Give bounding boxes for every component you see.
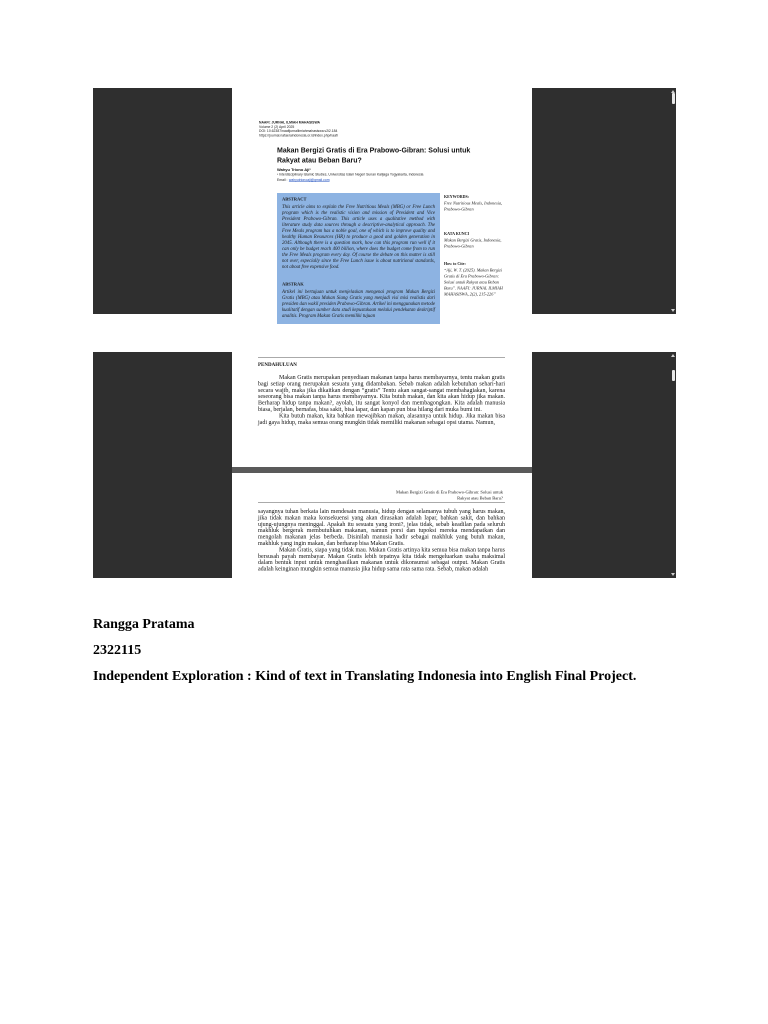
scroll-up-arrow-icon (671, 354, 675, 357)
running-header (396, 489, 503, 501)
running-header-line: Makan Bergizi Gratis di Era Prabowo-Gibran: Solusi untuk (395, 489, 503, 495)
cite-heading: How to Cite: (444, 261, 466, 266)
author-email (277, 179, 330, 183)
article-title-line: Makan Bergizi Gratis di Era Prabowo-Gibran: Solusi untuk (277, 146, 471, 154)
journal-doi: DOI: 10.62387/naafijurnalilmiahmahasiswa.v2i2.184 (259, 129, 338, 134)
email-address: wahyutrionoaji@gmail.com (288, 178, 330, 182)
abstract-text: This article aims to explain the Free Nutritious Meals (MBG) or Free Lunch program which is the realistic vision and mission of President and Vice President Prabowo-Gibran. This article uses a qualitative method with literature study data sources through a descriptive-analytical approach. The Free Meals program has a noble goal, one of which is to improve quality and healthy Human Resources (HR) to produce a good and golden generation in 2045. Although there is a question mark, how can this program run well if it can only be budget reach 400 billion, where does the budget come from to run the Free Meals program every day. Of course the debate on this matter is still not over, especially since the Free Lunch issue is about nutritional standards, not about free expensive food. (282, 204, 435, 270)
abstract-box (277, 193, 440, 324)
cite-text: “Aji, W. T. (2025). Makan Bergizi Gratis di Era Prabowo-Gibran: Solusi untuk Rakyat atau Beban Baru”. NAAFI: JURNAL ILMIAH MAHASISWA, 2(2), 215-226” (444, 267, 503, 297)
scroll-down-arrow-icon (671, 573, 675, 576)
keywords-text: Free Nutritious Meals, Indonesia, Prabowo-Gibran (444, 200, 503, 212)
article-title (277, 145, 470, 165)
running-header-line: Rakyat atau Beban Baru? (457, 495, 503, 501)
paragraph: Makan Gratis, siapa yang tidak mau. Makan Gratis artinya kita semua bisa makan tanpa harus bersusah payah membayar. Makan Gratis lebih tepatnya kita tidak mengeluarkan usaha maksimal dalam bentuk input untuk menghasilkan makanan untuk dikonsumsi sebagai output. Makan Gratis adalah keinginan mungkin semua manusia jika hidup sama rata sama rata. Sebab, makan adalah (258, 545, 505, 573)
paragraph: Makan Gratis merupakan penyediaan makanan tanpa harus membayarnya, tentu makan gratis bagi setiap orang merupakan sesuatu yang didambakan. Sebab makan adalah kebutuhan sehari-hari secara wajib, maka jika dikaitkan dengan “gratis” Tentu akan sangat-sangat membahagiakan, karena seseorang bisa makan tanpa harus membayarnya. Kita butuh makan, dan kita akan hidup jika makan. Berharap hidup tanpa makan?, ayolah, itu sangat konyol dan membagongkan. Kita adalah manusia biasa, berjalan, bernafas, bisa sakit, bisa lapar, dan kapan pun bisa hilang dari muka bumi ini. (258, 373, 505, 413)
student-id: 2322115 (93, 643, 142, 658)
pdf-pages-introduction (232, 352, 532, 578)
journal-url: https://journal.nafaeraindonesia.or.id/index.php/naafi (259, 133, 338, 138)
journal-volume: Volume 2 (2) April 2025 (259, 125, 295, 129)
intro-text (258, 374, 505, 425)
author-name: Rangga Pratama (93, 617, 195, 632)
section-rule (258, 357, 505, 358)
abstrak-text: Artikel ini bertujuan untuk menjelaskan mengenai program Makan Bergizi Gratis (MBG) atau Makan Siang Gratis yang menjadi visi misi realistis dari presiden dan wakil presiden Prabowo-Gibran. Artikel ini menggunakan metode kualitatif dengan sumber data studi kepustakaan melalui pendekatan deskriptif analitis. Program Makan Gratis memiliki tujuan (282, 289, 435, 319)
journal-header (259, 121, 338, 138)
email-label: Email : (277, 178, 288, 182)
paragraph: Kita butuh makan, kita bahkan mewajibkan makan, alasannya untuk hidup. Jika makan bisa jadi gaya hidup, maka semua orang mungkin tidak memiliki makanan sebagai opsi utama. Namun, (258, 411, 505, 426)
pdf-page-upper (232, 352, 532, 467)
journal-name: NAAFI: JURNAL ILMIAH MAHASISWA (259, 121, 320, 125)
author-affiliation: ¹ Interdisciplinary Islamic Studies, Universitas Islam Negeri Sunan Kalijaga Yogyakarta, Indonesia (277, 173, 424, 177)
header-rule (258, 503, 505, 504)
scroll-thumb (672, 370, 675, 381)
scroll-down-arrow-icon (671, 309, 675, 312)
paragraph: sayangnya tuhan berkata lain mendesain manusia, hidup dengan selamanya tubuh yang harus makan, jika tidak makan maka konsekuensi yang akan dirasakan adalah lapar, bahkan sakit, dan bahkan ujung-ujungnya meninggal. Apakah itu sesuatu yang ironi?, jelas tidak, sebab keadilan pada seluruh makhluk bergerak membutuhkan makanan, namun porsi dan tupoksi mereka mendapatkan dan mengolah makanan jelas berbeda. Disinilah manusia hadir sebagai makhluk yang butuh makan, makhluk yang ingin makan, dan berharap bisa Makan Gratis. (258, 507, 505, 547)
article-sidebar (444, 194, 506, 297)
viewer-scrollbar (670, 88, 676, 314)
abstrak-heading: ABSTRAK (282, 281, 304, 287)
pdf-screenshot-article-front (93, 88, 676, 319)
scroll-thumb (672, 93, 675, 104)
pdf-page-lower (232, 473, 532, 578)
kata-kunci-text: Makan Bergizi Gratis, Indonesia, Prabowo-Gibran (444, 237, 502, 249)
pdf-page-front (232, 88, 532, 319)
assignment-title: Independent Exploration : Kind of text in Translating Indonesia into English Final Project. (93, 669, 637, 684)
article-title-line: Rakyat atau Beban Baru? (277, 156, 362, 164)
keywords-heading: KEYWORDS: (444, 194, 470, 199)
pdf-screenshot-introduction (93, 352, 676, 578)
pdf-page-view (232, 352, 532, 578)
article-author: Wahyu Triono Aji¹ (277, 167, 311, 172)
pdf-page-view (232, 88, 532, 319)
viewer-scrollbar (670, 352, 676, 578)
kata-kunci-heading: KATA KUNCI (444, 231, 470, 236)
section-heading: PENDAHULUAN (258, 362, 297, 368)
abstract-heading: ABSTRACT (282, 196, 307, 202)
intro-text-continued (258, 508, 505, 572)
